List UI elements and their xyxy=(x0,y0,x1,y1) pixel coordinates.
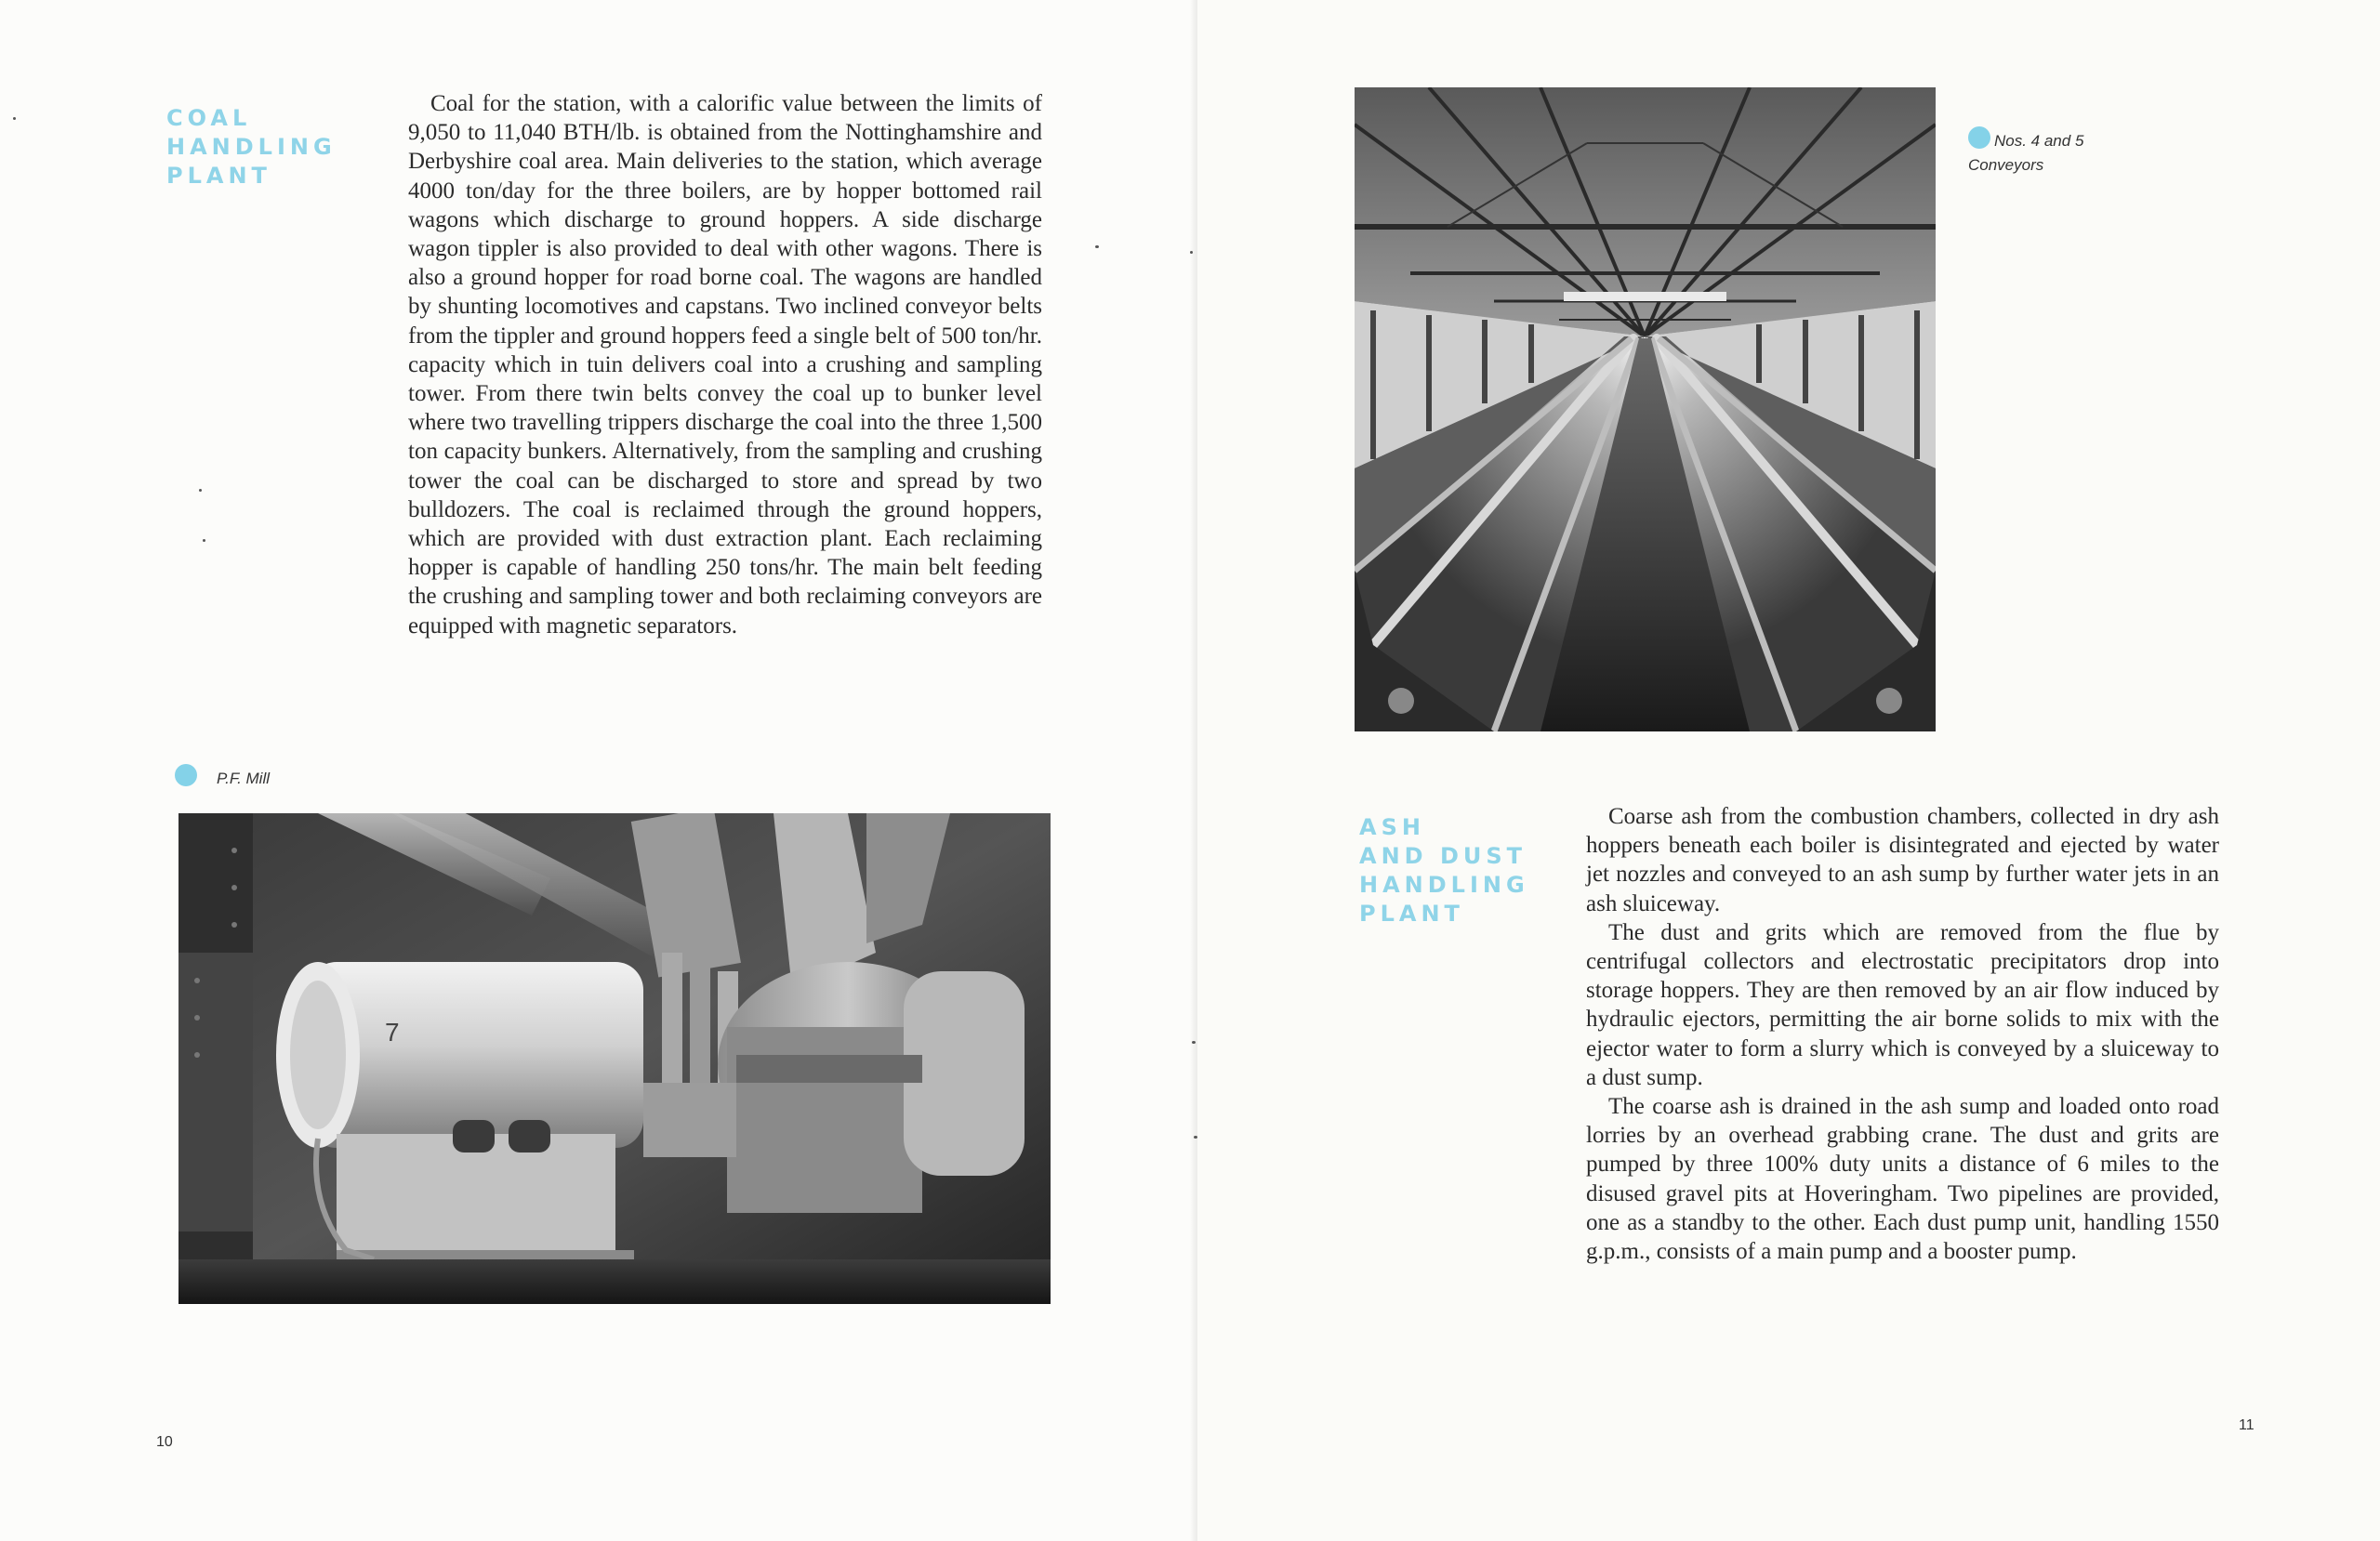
ash-dust-text xyxy=(1586,802,2219,1266)
page-number-left: 10 xyxy=(156,1434,173,1450)
paper-speck xyxy=(203,539,205,542)
caption-bullet-icon xyxy=(175,764,197,786)
conveyors-caption xyxy=(1968,129,2083,178)
coal-handling-heading xyxy=(166,104,337,191)
disposal-paragraph: The coarse ash is drained in the ash sump and loaded onto road lorries by an overhead grabbing crane. The dust and grits are pumped by three 100% duty units a distance of 6 miles to the disused gravel pits at Hoveringham. Two pipelines are provided, one as a standby to the other. Each dust pump unit, handling 1550 g.p.m., consists of a main pump and a booster pump. xyxy=(1586,1094,2219,1265)
paper-speck xyxy=(1095,245,1099,248)
right-page xyxy=(1197,0,2380,1541)
conveyors-illustration xyxy=(1355,87,1936,731)
paper-speck xyxy=(1190,251,1193,254)
heading-line: COAL xyxy=(166,105,252,131)
heading-line: HANDLING xyxy=(166,134,337,160)
caption-line: Conveyors xyxy=(1968,156,2044,174)
coal-handling-text xyxy=(408,89,1042,640)
caption-line: Nos. 4 and 5 xyxy=(1994,132,2084,150)
heading-line: HANDLING xyxy=(1359,872,1529,898)
heading-line: PLANT xyxy=(1359,901,1464,927)
pf-mill-illustration xyxy=(178,813,1051,1304)
motor-number-marking: 7 xyxy=(385,1018,400,1047)
pf-mill-caption: P.F. Mill xyxy=(217,770,271,787)
ash-paragraph: Coarse ash from the combustion chambers, collected in dry ash hoppers beneath each boiler is disintegrated and ejected by water jet nozzles and conveyed to an ash sump by further water jets in an ash sluiceway. xyxy=(1586,804,2219,916)
heading-line: ASH xyxy=(1359,814,1425,840)
paper-speck xyxy=(1194,1136,1197,1139)
ash-dust-heading xyxy=(1359,813,1529,929)
page-number-right: 11 xyxy=(2239,1417,2254,1433)
coal-paragraph: Coal for the station, with a calorific value between the limits of 9,050 to 11,040 BTH/lb. is obtained from the Nottinghamshire and Derbyshire coal area. Main deliveries to the station, which average 4000 ton/day for the three boilers, are by hopper bottomed rail wagons which discharge to ground hoppers. A side discharge wagon tippler is also provided to deal with other wagons. There is also a ground hopper for road borne coal. The wagons are handled by shunting locomotives and capstans. Two inclined conveyor belts from the tippler and ground hoppers feed a single belt of 500 ton/hr. capacity which in tuin delivers coal into a crushing and sampling tower. From there twin belts convey the coal up to bunker level where two travelling trippers discharge the coal into the three 1,500 ton capacity bunkers. Alternatively, from the sampling and crushing tower the coal can be discharged to store and spread by two bulldozers. The coal is reclaimed through the ground hoppers, which are provided with dust extraction plant. Each reclaiming hopper is capable of handling 250 tons/hr. The main belt feeding the crushing and sampling tower and both reclaiming conveyors are equipped with magnetic separators. xyxy=(408,91,1042,639)
pf-mill-photo xyxy=(178,813,1051,1304)
paper-speck xyxy=(1192,1041,1196,1044)
heading-line: PLANT xyxy=(166,163,271,189)
paper-speck xyxy=(199,489,202,492)
conveyors-photo xyxy=(1355,87,1936,731)
heading-line: AND DUST xyxy=(1359,843,1527,869)
paper-speck xyxy=(13,117,16,120)
dust-paragraph: The dust and grits which are removed from the flue by centrifugal collectors and electrostatic precipitators drop into storage hoppers. They are then removed by an air flow induced by hydraulic ejectors, permitting the air borne solids to mix with the ejector water to form a slurry which is conveyed by a sluiceway to a dust sump. xyxy=(1586,919,2219,1090)
